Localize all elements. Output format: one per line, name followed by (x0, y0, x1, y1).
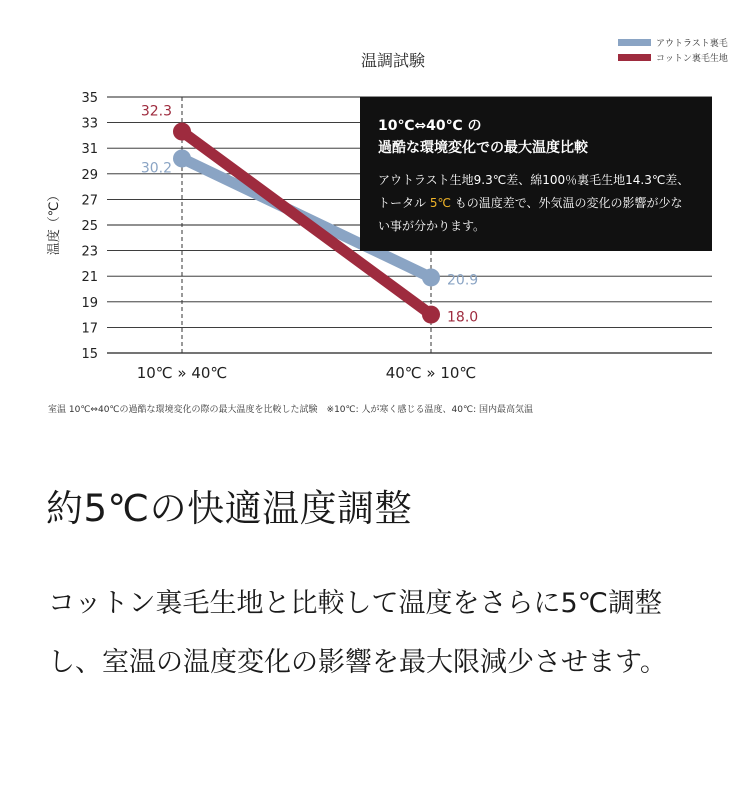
y-tick-label: 27 (81, 193, 98, 209)
y-tick-label: 35 (81, 91, 98, 106)
y-tick-label: 29 (81, 167, 98, 183)
y-tick-label: 33 (81, 116, 98, 132)
data-point (422, 268, 440, 286)
y-tick-label: 23 (81, 244, 98, 260)
section-body: コットン裏毛生地と比較して温度をさらに5℃調整し、室温の温度変化の影響を最大限減少させます。 (48, 588, 667, 678)
note-title-line1: 10℃⇔40℃ の (378, 118, 482, 134)
data-label: 30.2 (140, 160, 172, 177)
section-heading: 約5℃の快適温度調整 (46, 487, 413, 530)
y-axis-label: 温度（℃） (47, 188, 62, 256)
note-body (378, 169, 694, 238)
y-tick-label: 17 (81, 321, 98, 337)
chart-footnote: 室温 10℃⇔40℃の過酷な環境変化の際の最大温度を比較した試験 ※10℃: 人が寒く感じる温度、40℃: 国内最高気温 (48, 405, 533, 415)
data-label: 18.0 (447, 309, 479, 326)
y-tick-label: 21 (81, 270, 98, 286)
y-tick-label: 31 (81, 142, 98, 158)
note-title (378, 115, 694, 159)
y-tick-label: 15 (81, 347, 98, 362)
data-point (422, 306, 440, 324)
legend-swatch (618, 54, 651, 61)
data-point (173, 149, 191, 167)
data-point (173, 123, 191, 141)
data-label: 32.3 (140, 103, 172, 120)
x-tick-label: 40℃ » 10℃ (385, 364, 477, 382)
note-title-line2: 過酷な環境変化での最大温度比較 (378, 140, 588, 156)
note-body-post: もの温度差で、外気温の変化の影響が少ない事が分かります。 (378, 196, 683, 233)
y-tick-label: 19 (81, 295, 98, 311)
note-box (360, 97, 712, 251)
chart-title: 温調試験 (360, 51, 426, 70)
y-axis-ticks (81, 91, 98, 362)
data-label: 20.9 (447, 272, 479, 289)
legend-swatch (618, 39, 651, 46)
note-body-pre: アウトラスト生地9.3℃差、綿100％裏毛生地14.3℃差、トータル (378, 173, 690, 210)
legend-label: コットン裏毛生地 (656, 54, 728, 64)
note-body-highlight: 5℃ (429, 196, 451, 210)
x-tick-label: 10℃ » 40℃ (136, 364, 228, 382)
legend (618, 37, 728, 64)
y-tick-label: 25 (81, 219, 98, 234)
legend-label: アウトラスト裏毛 (656, 39, 728, 49)
x-axis-categories (137, 364, 477, 382)
